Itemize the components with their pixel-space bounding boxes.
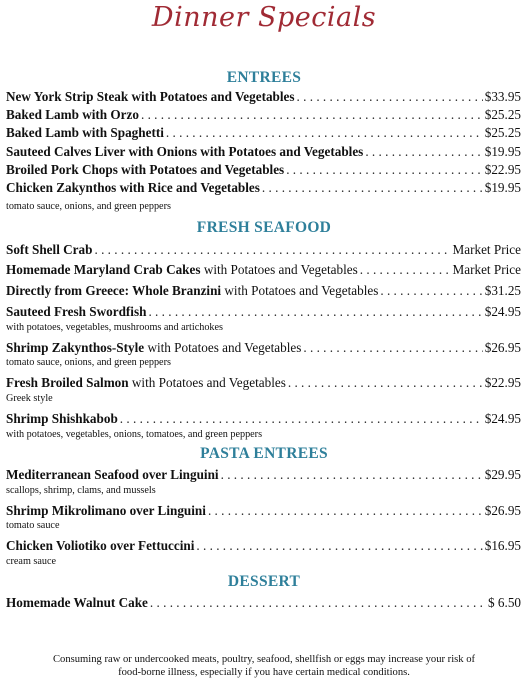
- dot-leader: [148, 303, 482, 320]
- disclaimer-line-2: food-borne illness, especially if you have certain medical conditions.: [118, 667, 410, 678]
- item-price: $26.95: [484, 503, 521, 518]
- item-price: Market Price: [452, 262, 521, 277]
- menu-item: [6, 161, 521, 178]
- menu-item: [6, 410, 521, 427]
- menu-item: [6, 374, 521, 391]
- item-price: $31.25: [484, 283, 521, 298]
- menu-item: [6, 124, 521, 141]
- dot-leader: [150, 594, 486, 611]
- menu-item: [6, 594, 521, 611]
- item-name: Homemade Walnut Cake: [6, 595, 148, 610]
- item-name: Shrimp Zakynthos-Style: [6, 340, 145, 355]
- dot-leader: [196, 537, 482, 554]
- item-name-extra: with Potatoes and Vegetables: [200, 262, 358, 277]
- item-price: $19.95: [484, 144, 521, 159]
- item-price: $29.95: [484, 467, 521, 482]
- item-name: Sauteed Fresh Swordfish: [6, 304, 147, 319]
- item-name: Sauteed Calves Liver with Onions with Potatoes and Vegetables: [6, 144, 364, 159]
- section-heading-entrees: ENTREES: [226, 69, 302, 86]
- item-description: tomato sauce: [6, 520, 60, 531]
- item-name: Chicken Zakynthos with Rice and Vegetables: [6, 180, 260, 195]
- item-description: Greek style: [6, 393, 53, 404]
- menu-item: [6, 261, 521, 278]
- item-price: $22.95: [484, 162, 521, 177]
- item-price: Market Price: [452, 242, 521, 257]
- item-name-extra: with Potatoes and Vegetables: [144, 340, 302, 355]
- item-name: Homemade Maryland Crab Cakes: [6, 262, 201, 277]
- item-name: Broiled Pork Chops with Potatoes and Vegetables: [6, 162, 285, 177]
- dot-leader: [297, 88, 483, 105]
- item-description: scallops, shrimp, clams, and mussels: [6, 485, 156, 496]
- item-price: $19.95: [484, 180, 521, 195]
- menu-item: [6, 106, 521, 123]
- item-price: $33.95: [484, 89, 521, 104]
- dot-leader: [365, 143, 482, 160]
- item-price: $24.95: [484, 304, 521, 319]
- dot-leader: [141, 106, 483, 123]
- dot-leader: [262, 179, 483, 196]
- item-description: cream sauce: [6, 556, 57, 567]
- menu-item: [6, 88, 521, 105]
- menu-item: [6, 339, 521, 356]
- menu-item: [6, 502, 521, 519]
- menu-item: [6, 282, 521, 299]
- item-name: Directly from Greece: Whole Branzini: [6, 283, 222, 298]
- item-name: Mediterranean Seafood over Linguini: [6, 467, 219, 482]
- item-description: with potatoes, vegetables, mushrooms and artichokes: [6, 322, 224, 333]
- menu-title: Dinner Specials: [151, 2, 377, 33]
- menu-item: [6, 537, 521, 554]
- disclaimer-line-1: Consuming raw or undercooked meats, poultry, seafood, shellfish or eggs may increase your risk of: [52, 654, 476, 665]
- dot-leader: [221, 466, 483, 483]
- menu-item: [6, 143, 521, 160]
- menu-item: [6, 241, 521, 258]
- item-name: New York Strip Steak with Potatoes and Vegetables: [6, 89, 295, 104]
- item-price: $26.95: [484, 340, 521, 355]
- dot-leader: [208, 502, 483, 519]
- health-disclaimer: [0, 653, 528, 679]
- section-heading-pasta: PASTA ENTREES: [200, 445, 328, 462]
- item-price: $25.25: [484, 107, 521, 122]
- item-description: tomato sauce, onions, and green peppers: [6, 201, 171, 212]
- item-name: Chicken Voliotiko over Fettuccini: [6, 538, 195, 553]
- dot-leader: [303, 339, 482, 356]
- dot-leader: [94, 241, 450, 258]
- item-description: with potatoes, vegetables, onions, tomatoes, and green peppers: [6, 429, 263, 440]
- item-name: Baked Lamb with Spaghetti: [6, 125, 164, 140]
- menu-item: [6, 179, 521, 196]
- item-price: $25.25: [484, 125, 521, 140]
- item-price: $22.95: [484, 375, 521, 390]
- dot-leader: [166, 124, 483, 141]
- item-name: Shrimp Shishkabob: [6, 411, 118, 426]
- item-name: Baked Lamb with Orzo: [6, 107, 139, 122]
- dot-leader: [120, 410, 483, 427]
- item-name: Shrimp Mikrolimano over Linguini: [6, 503, 206, 518]
- dot-leader: [288, 374, 483, 391]
- dot-leader: [380, 282, 482, 299]
- item-price: $16.95: [484, 538, 521, 553]
- menu-item: [6, 303, 521, 320]
- menu-item: [6, 466, 521, 483]
- item-description: tomato sauce, onions, and green peppers: [6, 357, 171, 368]
- dot-leader: [360, 261, 451, 278]
- item-name: Fresh Broiled Salmon: [6, 375, 129, 390]
- item-name-extra: with Potatoes and Vegetables: [221, 283, 379, 298]
- item-name-extra: with Potatoes and Vegetables: [128, 375, 286, 390]
- item-price: $ 6.50: [488, 595, 521, 610]
- dot-leader: [286, 161, 483, 178]
- section-heading-dessert: DESSERT: [227, 573, 301, 590]
- item-price: $24.95: [484, 411, 521, 426]
- section-heading-seafood: FRESH SEAFOOD: [196, 219, 332, 236]
- item-name: Soft Shell Crab: [6, 242, 93, 257]
